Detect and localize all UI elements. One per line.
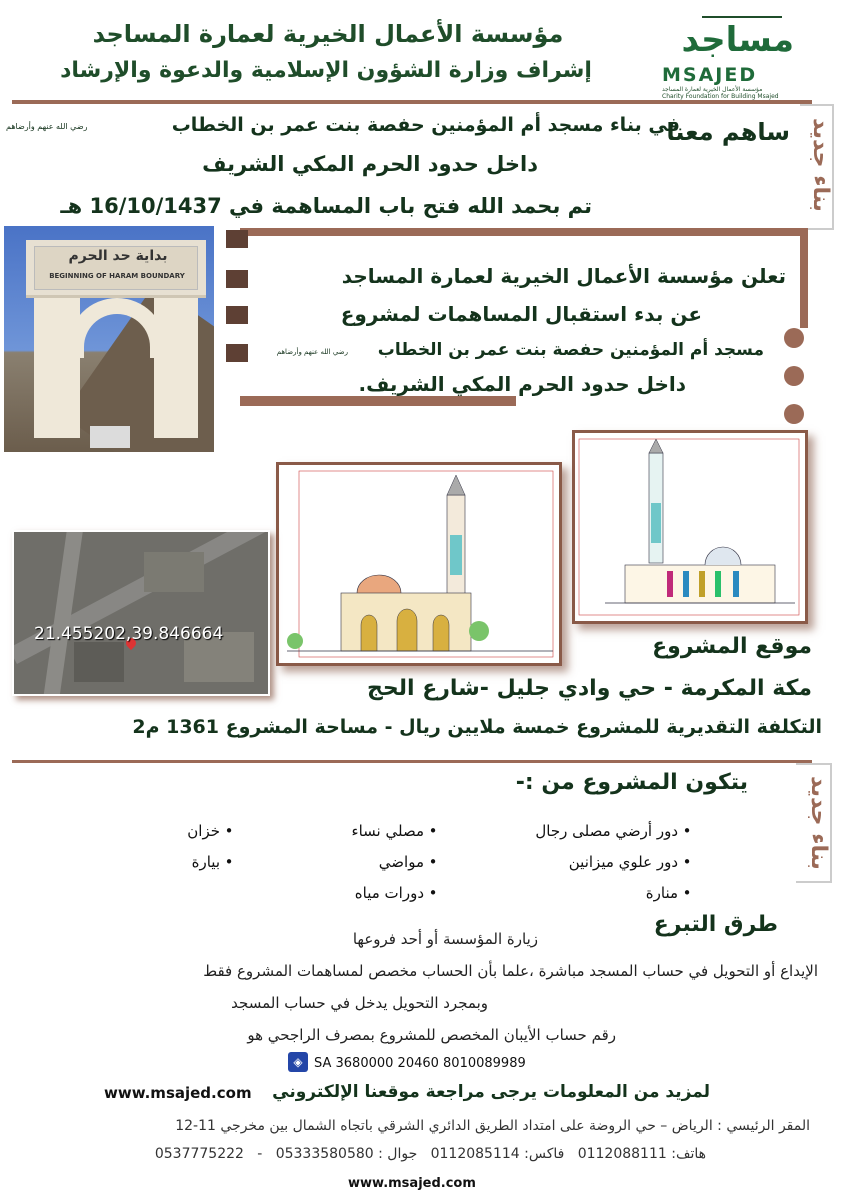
donation-line-3: وبمجرد التحويل يدخل في حساب المسجد	[231, 994, 488, 1012]
mobile-number-1: 05333580580	[275, 1146, 374, 1162]
component-item: •خزان	[158, 816, 238, 847]
bracket-right	[800, 228, 808, 328]
logo-sub-en: Charity Foundation for Building Msajed	[662, 93, 779, 100]
website-link[interactable]: www.msajed.com	[104, 1084, 252, 1102]
logo-sub-ar: مؤسسة الأعمال الخيرية لعمارة المساجد	[662, 86, 763, 93]
square-marker-3	[226, 306, 248, 324]
elevation-drawing-right	[572, 430, 808, 624]
donation-line-1: زيارة المؤسسة أو أحد فروعها	[352, 930, 538, 948]
fax-number: 0112085114	[430, 1146, 520, 1162]
donation-line-4: رقم حساب الأيبان المخصص للمشروع بمصرف الراجحي هو	[247, 1026, 616, 1044]
intro-honorific: رضي الله عنهم وأرضاهم	[6, 122, 88, 131]
square-marker-2	[226, 270, 248, 288]
intro-line-1: في بناء مسجد أم المؤمنين حفصة بنت عمر بن الخطاب	[171, 114, 680, 136]
bracket-bottom-stub	[510, 396, 516, 406]
hq-address: المقر الرئيسي : الرياض – حي الروضة على امتداد الطريق الدائري الشرقي باتجاه الشمال بين مخرجي 11-12	[175, 1118, 810, 1134]
bullet-icon: •	[224, 822, 234, 840]
component-item: •دور أرضي مصلى رجال	[476, 816, 696, 847]
gate-arch-right	[154, 298, 198, 438]
logo-crane-icon	[702, 16, 782, 18]
announce-honorific: رضي الله عنهم وأرضاهم	[276, 348, 348, 356]
map-block-1	[144, 552, 204, 592]
announce-line-3: مسجد أم المؤمنين حفصة بنت عمر بن الخطاب	[377, 340, 764, 360]
mobile-label: جوال :	[378, 1146, 418, 1162]
logo-latin: MSAJED	[662, 64, 758, 86]
donation-line-2: الإيداع أو التحويل في حساب المسجد مباشرة ،علما بأن الحساب مخصص لمساهمات المشروع فقط	[203, 962, 818, 980]
gate-sign-ar: بداية حد الحرم	[68, 248, 168, 264]
org-name: مؤسسة الأعمال الخيرية لعمارة المساجد	[92, 20, 564, 48]
component-item: •دور علوي ميزانين	[476, 847, 696, 878]
bullet-icon: •	[682, 822, 692, 840]
component-item: •منارة	[476, 878, 696, 909]
supervision-line: إشراف وزارة الشؤون الإسلامية والدعوة والإرشاد	[60, 58, 592, 83]
gate-plaque	[90, 426, 130, 448]
more-info-text: لمزيد من المعلومات يرجى مراجعة موقعنا الإلكتروني	[272, 1082, 710, 1102]
components-col-2	[302, 816, 442, 909]
satellite-map	[12, 530, 270, 696]
component-item: •مصلي نساء	[302, 816, 442, 847]
side-tag-label: بناء جديد	[808, 118, 833, 212]
bracket-bottom	[240, 396, 510, 406]
component-item: •بيارة	[158, 847, 238, 878]
component-item: •مواضي	[302, 847, 442, 878]
bullet-icon: •	[682, 853, 692, 871]
elevation-svg-right	[575, 433, 805, 621]
haram-boundary-photo	[4, 226, 214, 452]
contribute-label: ساهم معنا	[666, 118, 790, 146]
side-tag-box	[12, 100, 812, 104]
bank-logo-icon: ◈	[288, 1052, 308, 1072]
map-coordinates: 21.455202,39.846664	[34, 624, 224, 644]
phone-label: هاتف:	[671, 1146, 706, 1162]
side-tag-label-2: بناء جديد	[806, 776, 831, 870]
map-block-3	[74, 642, 124, 682]
bullet-icon: •	[428, 853, 438, 871]
location-title: موقع المشروع	[652, 634, 812, 659]
round-marker-1	[784, 328, 804, 348]
round-marker-2	[784, 366, 804, 386]
contact-line: هاتف: 0112088111 فاكس: 0112085114 جوال : 05333580580 - 0537775222	[154, 1146, 706, 1162]
gate-arch-left	[34, 298, 80, 438]
phone-number: 0112088111	[577, 1146, 667, 1162]
components-col-3	[158, 816, 238, 878]
intro-line-3: تم بحمد الله فتح باب المساهمة في 16/10/1437 هـ	[60, 194, 592, 218]
bullet-icon: •	[428, 884, 438, 902]
component-item: •دورات مياه	[302, 878, 442, 909]
bracket-top	[240, 228, 808, 236]
round-marker-3	[784, 404, 804, 424]
bullet-icon: •	[428, 822, 438, 840]
bullet-icon: •	[682, 884, 692, 902]
bullet-icon: •	[224, 853, 234, 871]
iban-number: SA 3680000 20460 8010089989	[314, 1056, 526, 1071]
donation-title: طرق التبرع	[653, 912, 778, 937]
intro-line-2: داخل حدود الحرم المكي الشريف	[202, 152, 538, 176]
website-bottom[interactable]: www.msajed.com	[348, 1176, 476, 1191]
components-col-1	[476, 816, 696, 909]
project-cost: التكلفة التقديرية للمشروع خمسة ملايين ريال - مساحة المشروع 1361 م2	[132, 716, 822, 738]
logo-arabic: مساجد	[681, 20, 794, 60]
announce-line-1: تعلن مؤسسة الأعمال الخيرية لعمارة المساجد	[341, 264, 786, 288]
divider-line	[12, 760, 812, 763]
components-title: يتكون المشروع من :-	[515, 770, 748, 795]
logo	[660, 12, 800, 100]
location-address: مكة المكرمة - حي وادي جليل -شارع الحج	[367, 676, 812, 701]
fax-label: فاكس:	[524, 1146, 565, 1162]
facade-drawing	[276, 462, 562, 666]
announce-line-4: داخل حدود الحرم المكي الشريف.	[358, 372, 686, 396]
gate-sign-en: BEGINNING OF HARAM BOUNDARY	[49, 272, 185, 280]
mobile-number-2: 0537775222	[154, 1146, 244, 1162]
facade-svg	[279, 465, 559, 663]
square-marker-4	[226, 344, 248, 362]
square-marker-1	[226, 230, 248, 248]
announce-line-2: عن بدء استقبال المساهمات لمشروع	[340, 302, 702, 326]
